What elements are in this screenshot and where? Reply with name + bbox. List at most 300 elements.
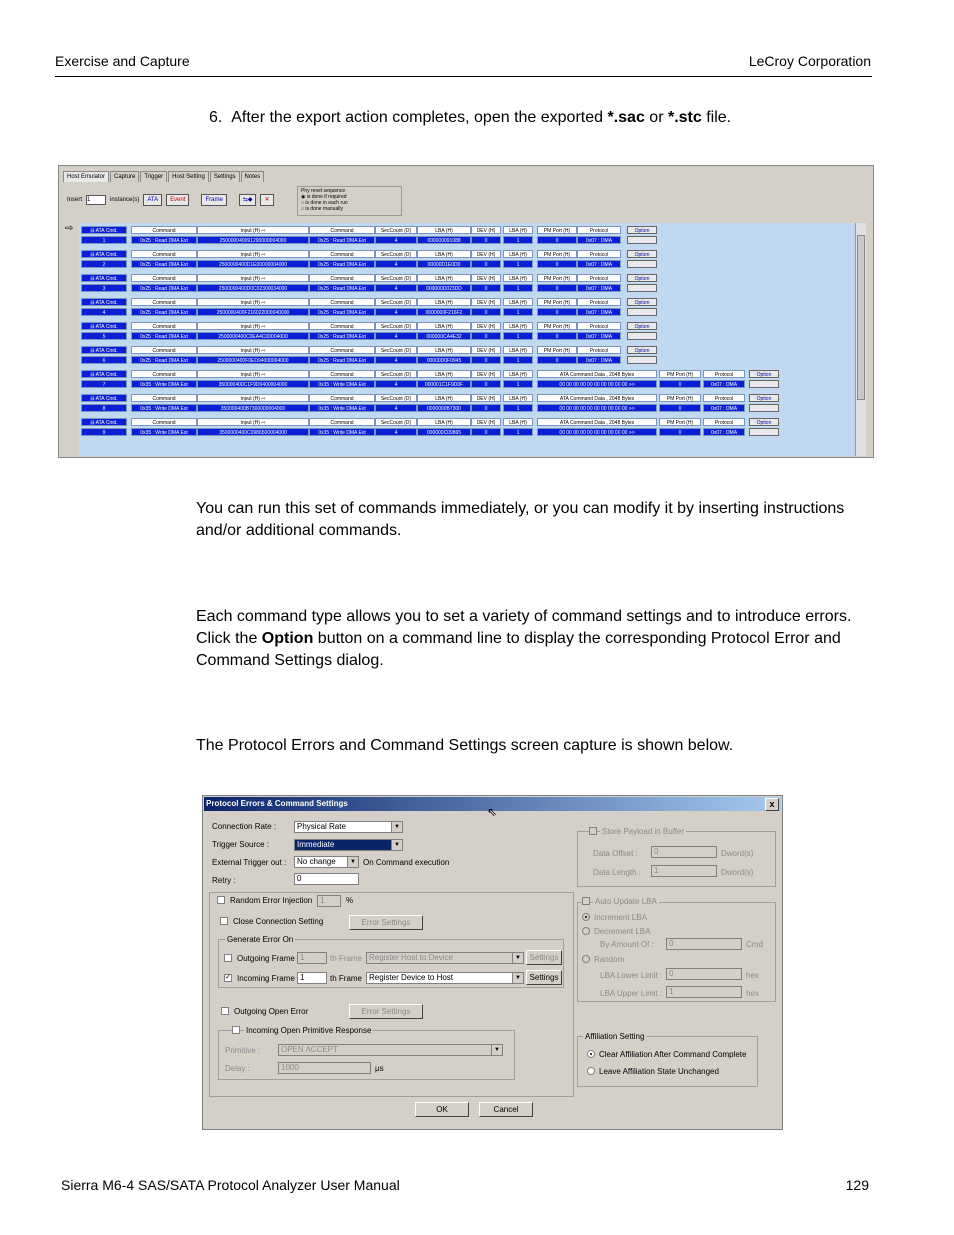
- step-text-post: file.: [701, 109, 732, 126]
- random-error-checkbox[interactable]: [217, 896, 225, 904]
- lba2-header: LBA (H): [503, 346, 533, 354]
- outgoing-frame-input[interactable]: 1: [297, 952, 327, 964]
- phy-reset-option-2[interactable]: ○ is done in each run: [301, 200, 348, 206]
- lba2-header: LBA (H): [503, 298, 533, 306]
- ata-cmd-header[interactable]: ⊟ ATA Cmd.: [81, 394, 127, 402]
- option-button[interactable]: Option: [627, 274, 657, 282]
- lba-lower-unit: hex: [746, 971, 759, 980]
- pmport-header: PM Port (H): [537, 298, 577, 306]
- seccount-header: SecCount (D): [375, 418, 417, 426]
- seccount-value[interactable]: 4: [375, 404, 417, 412]
- command2-value[interactable]: 0x25 : Read DMA Ext: [309, 236, 375, 244]
- command2-header: Command: [309, 298, 375, 306]
- dev-header: DEV (H): [471, 226, 501, 234]
- ata-cmd-header[interactable]: ⊟ ATA Cmd.: [81, 418, 127, 426]
- decrement-lba-label: Decrement LBA: [594, 927, 651, 936]
- decrement-lba-radio[interactable]: [582, 927, 590, 935]
- protocol-header: Protocol: [703, 370, 745, 378]
- dev-value[interactable]: 0: [471, 332, 501, 340]
- lba-header: LBA (H): [417, 370, 471, 378]
- write-data-value[interactable]: 00 00 00 00 00 00 00 00 00 00 >>: [537, 380, 657, 388]
- lba2-header: LBA (H): [503, 322, 533, 330]
- option-blank[interactable]: [627, 284, 657, 292]
- command-header: Command: [131, 370, 197, 378]
- protocol-value[interactable]: 0x07 : DMA: [577, 356, 621, 364]
- input-header: Input (H) ⇨: [197, 298, 309, 306]
- row-number[interactable]: 1: [81, 236, 127, 244]
- phy-reset-option-3-label: is done manually: [305, 206, 343, 212]
- step-text: After the export action completes, open the exported: [231, 109, 608, 126]
- pmport-value[interactable]: 0: [659, 428, 701, 436]
- protocol-value[interactable]: 0x07 : DMA: [703, 380, 745, 388]
- incoming-frame-select-value: Register Device to Host: [369, 973, 454, 982]
- seccount-header: SecCount (D): [375, 346, 417, 354]
- pmport-value[interactable]: 0: [537, 332, 577, 340]
- incoming-frame-input[interactable]: 1: [297, 972, 327, 984]
- command2-value[interactable]: 0x25 : Read DMA Ext: [309, 356, 375, 364]
- command2-value[interactable]: 0x25 : Read DMA Ext: [309, 308, 375, 316]
- pmport-value[interactable]: 0: [659, 380, 701, 388]
- auto-update-lba-checkbox[interactable]: [582, 897, 590, 905]
- footer-left: Sierra M6-4 SAS/SATA Protocol Analyzer User Manual: [61, 1177, 400, 1193]
- lba2-value[interactable]: 1: [503, 236, 533, 244]
- row-number[interactable]: 7: [81, 380, 127, 388]
- protocol-value[interactable]: 0x07 : DMA: [703, 428, 745, 436]
- seccount-header: SecCount (D): [375, 226, 417, 234]
- input-value[interactable]: 2500000400F216022000040000: [197, 308, 309, 316]
- option-button[interactable]: Option: [627, 298, 657, 306]
- command-header: Command: [131, 274, 197, 282]
- row-number[interactable]: 4: [81, 308, 127, 316]
- command2-header: Command: [309, 418, 375, 426]
- option-button[interactable]: Option: [749, 394, 779, 402]
- outgoing-open-error-label: Outgoing Open Error: [234, 1007, 309, 1016]
- seccount-value[interactable]: 4: [375, 428, 417, 436]
- trigger-source-value: Immediate: [297, 840, 335, 849]
- external-trigger-select[interactable]: [294, 856, 359, 868]
- delay-unit: µs: [375, 1064, 384, 1073]
- delete-button[interactable]: ✕: [260, 194, 273, 206]
- command2-header: Command: [309, 322, 375, 330]
- input-header: Input (H) ⇨: [197, 274, 309, 282]
- incoming-frame-select[interactable]: [366, 972, 524, 984]
- command-value[interactable]: 0x25 : Read DMA Ext: [131, 260, 197, 268]
- chevron-down-icon: ▼: [512, 953, 523, 963]
- by-amount-label: By Amount Of :: [600, 940, 654, 949]
- para2-post: button on a command line to display the corresponding Protocol Error and Command Settings dialog.: [196, 630, 841, 669]
- seccount-value[interactable]: 4: [375, 260, 417, 268]
- dialog-title: Protocol Errors & Command Settings: [206, 799, 348, 808]
- outgoing-open-error-checkbox[interactable]: [221, 1007, 229, 1015]
- write-data-header: ATA Command Data , 2048 Bytes: [537, 394, 657, 402]
- step-6: [209, 109, 731, 127]
- tab-host-emulator[interactable]: Host Emulator: [63, 171, 109, 182]
- command2-value[interactable]: 0x35 : Write DMA Ext: [309, 428, 375, 436]
- header-right: LeCroy Corporation: [748, 53, 871, 69]
- outgoing-th-frame-label: th Frame: [330, 954, 363, 963]
- input-value[interactable]: 250000040091290000004000: [197, 236, 309, 244]
- command-value[interactable]: 0x25 : Read DMA Ext: [131, 332, 197, 340]
- command2-value[interactable]: 0x35 : Write DMA Ext: [309, 380, 375, 388]
- mouse-cursor-icon: ⇖: [487, 805, 498, 819]
- by-amount-input[interactable]: 0: [666, 938, 742, 950]
- input-value[interactable]: 3500000400C0986500004000: [197, 428, 309, 436]
- row-number[interactable]: 8: [81, 404, 127, 412]
- row-number[interactable]: 5: [81, 332, 127, 340]
- pmport-header: PM Port (H): [537, 322, 577, 330]
- row-number[interactable]: 2: [81, 260, 127, 268]
- write-data-header: ATA Command Data , 2048 Bytes: [537, 418, 657, 426]
- command2-value[interactable]: 0x25 : Read DMA Ext: [309, 260, 375, 268]
- input-header: Input (H) ⇨: [197, 250, 309, 258]
- protocol-header: Protocol: [577, 346, 621, 354]
- seccount-value[interactable]: 4: [375, 308, 417, 316]
- dev-header: DEV (H): [471, 346, 501, 354]
- option-blank[interactable]: [749, 428, 779, 436]
- command2-value[interactable]: 0x35 : Write DMA Ext: [309, 404, 375, 412]
- ata-cmd-header[interactable]: ⊟ ATA Cmd.: [81, 274, 127, 282]
- pmport-value[interactable]: 0: [537, 284, 577, 292]
- ata-button[interactable]: ATA: [143, 194, 162, 206]
- row-number[interactable]: 3: [81, 284, 127, 292]
- lba-upper-input[interactable]: 1: [666, 986, 742, 998]
- pmport-header: PM Port (H): [537, 274, 577, 282]
- pmport-value[interactable]: 0: [659, 404, 701, 412]
- lba-header: LBA (H): [417, 250, 471, 258]
- ok-button[interactable]: OK: [415, 1102, 469, 1117]
- tab-capture[interactable]: Capture: [110, 171, 139, 182]
- incoming-th-frame-label: th Frame: [330, 974, 363, 983]
- protocol-value[interactable]: 0x07 : DMA: [577, 284, 621, 292]
- lba-header: LBA (H): [417, 226, 471, 234]
- input-value[interactable]: 350000400B7300000004000: [197, 404, 309, 412]
- chevron-down-icon: ▼: [391, 840, 402, 850]
- data-length-unit: Dword(s): [721, 868, 754, 877]
- outgoing-open-error-settings-button[interactable]: Error Settings: [349, 1004, 423, 1019]
- command2-value[interactable]: 0x25 : Read DMA Ext: [309, 284, 375, 292]
- auto-update-lba-label: Auto Update LBA: [595, 897, 657, 906]
- lba-header: LBA (H): [417, 322, 471, 330]
- outgoing-frame-checkbox[interactable]: [224, 954, 232, 962]
- seccount-value[interactable]: 4: [375, 380, 417, 388]
- command-value[interactable]: 0x25 : Read DMA Ext: [131, 308, 197, 316]
- delay-label: Delay :: [225, 1064, 250, 1073]
- row-number[interactable]: 9: [81, 428, 127, 436]
- dev-header: DEV (H): [471, 298, 501, 306]
- dev-value[interactable]: 0: [471, 284, 501, 292]
- lba2-value[interactable]: 1: [503, 260, 533, 268]
- trigger-source-select[interactable]: [294, 839, 403, 851]
- seccount-header: SecCount (D): [375, 394, 417, 402]
- increment-lba-radio[interactable]: [582, 913, 590, 921]
- cancel-button[interactable]: Cancel: [479, 1102, 533, 1117]
- aff-leave-radio[interactable]: [587, 1067, 595, 1075]
- move-button[interactable]: ⇆◆: [239, 194, 257, 206]
- outgoing-frame-select[interactable]: [366, 952, 524, 964]
- para-screen-capture: The Protocol Errors and Command Settings screen capture is shown below.: [196, 737, 734, 754]
- command2-value[interactable]: 0x25 : Read DMA Ext: [309, 332, 375, 340]
- dev-header: DEV (H): [471, 370, 501, 378]
- phy-reset-title: Phy reset sequence: [301, 188, 346, 194]
- lba-value[interactable]: 000000C09865: [417, 428, 471, 436]
- option-blank[interactable]: [627, 332, 657, 340]
- lba2-value[interactable]: 1: [503, 404, 533, 412]
- random-error-input[interactable]: 1: [317, 895, 341, 907]
- insert-count-input[interactable]: 1: [86, 195, 106, 205]
- option-blank[interactable]: [627, 236, 657, 244]
- lba2-value[interactable]: 1: [503, 380, 533, 388]
- event-button[interactable]: Event: [166, 194, 189, 206]
- dev-value[interactable]: 0: [471, 380, 501, 388]
- trigger-source-label: Trigger Source :: [212, 840, 270, 849]
- option-button[interactable]: Option: [627, 226, 657, 234]
- lba2-header: LBA (H): [503, 250, 533, 258]
- primitive-select[interactable]: [278, 1044, 503, 1056]
- input-header: Input (H) ⇨: [197, 346, 309, 354]
- primitive-label: Primitive :: [225, 1046, 261, 1055]
- seccount-header: SecCount (D): [375, 274, 417, 282]
- tab-notes[interactable]: Notes: [241, 171, 265, 182]
- protocol-value[interactable]: 0x07 : DMA: [577, 308, 621, 316]
- close-button[interactable]: x: [765, 798, 779, 811]
- lba-value[interactable]: 00000D1E0D0: [417, 260, 471, 268]
- option-button[interactable]: Option: [627, 250, 657, 258]
- command-header: Command: [131, 394, 197, 402]
- lba-value[interactable]: 000000091088: [417, 236, 471, 244]
- command-value[interactable]: 0x35 : Write DMA Ext: [131, 404, 197, 412]
- chevron-down-icon: ▼: [512, 973, 523, 983]
- input-value[interactable]: 350000400C1F9D0400004000: [197, 380, 309, 388]
- command-value[interactable]: 0x25 : Read DMA Ext: [131, 236, 197, 244]
- lba2-value[interactable]: 1: [503, 284, 533, 292]
- ata-cmd-header[interactable]: ⊟ ATA Cmd.: [81, 226, 127, 234]
- option-blank[interactable]: [627, 260, 657, 268]
- protocol-value[interactable]: 0x07 : DMA: [577, 236, 621, 244]
- ata-cmd-header[interactable]: ⊟ ATA Cmd.: [81, 370, 127, 378]
- dev-value[interactable]: 0: [471, 356, 501, 364]
- affiliation-setting-title: Affiliation Setting: [585, 1032, 645, 1041]
- protocol-header: Protocol: [577, 226, 621, 234]
- lba-header: LBA (H): [417, 394, 471, 402]
- option-blank[interactable]: [749, 380, 779, 388]
- pmport-header: PM Port (H): [659, 418, 701, 426]
- ata-cmd-header[interactable]: ⊟ ATA Cmd.: [81, 346, 127, 354]
- ata-cmd-header[interactable]: ⊟ ATA Cmd.: [81, 298, 127, 306]
- lba2-value[interactable]: 1: [503, 308, 533, 316]
- command-value[interactable]: 0x35 : Write DMA Ext: [131, 428, 197, 436]
- dev-value[interactable]: 0: [471, 260, 501, 268]
- lba2-header: LBA (H): [503, 418, 533, 426]
- protocol-header: Protocol: [577, 274, 621, 282]
- dev-header: DEV (H): [471, 418, 501, 426]
- connection-rate-label: Connection Rate :: [212, 822, 277, 831]
- chevron-down-icon: ▼: [347, 857, 358, 867]
- lba-upper-unit: hex: [746, 989, 759, 998]
- data-offset-input[interactable]: 0: [651, 846, 717, 858]
- page-number: 129: [845, 1177, 869, 1193]
- tab-settings[interactable]: Settings: [210, 171, 240, 182]
- outgoing-frame-select-value: Register Host to Device: [369, 953, 454, 962]
- scrollbar-thumb[interactable]: [857, 235, 865, 400]
- command2-header: Command: [309, 346, 375, 354]
- tab-host-setting[interactable]: Host Setting: [168, 171, 209, 182]
- command2-header: Command: [309, 226, 375, 234]
- lba2-header: LBA (H): [503, 226, 533, 234]
- tab-bar: [63, 171, 265, 182]
- pmport-value[interactable]: 0: [537, 260, 577, 268]
- write-data-value[interactable]: 00 00 00 00 00 00 00 00 00 00 >>: [537, 404, 657, 412]
- seccount-value[interactable]: 4: [375, 236, 417, 244]
- chevron-down-icon: ▼: [491, 1045, 502, 1055]
- command2-header: Command: [309, 394, 375, 402]
- increment-lba-label: Increment LBA: [594, 913, 647, 922]
- write-data-value[interactable]: 00 00 00 00 00 00 00 00 00 00 >>: [537, 428, 657, 436]
- lba-value[interactable]: 0000000B7300: [417, 404, 471, 412]
- seccount-header: SecCount (D): [375, 322, 417, 330]
- dev-header: DEV (H): [471, 394, 501, 402]
- seccount-value[interactable]: 4: [375, 356, 417, 364]
- lba-header: LBA (H): [417, 298, 471, 306]
- generate-error-on-title: Generate Error On: [227, 935, 294, 944]
- command2-header: Command: [309, 274, 375, 282]
- ext-sac: *.sac: [607, 109, 645, 126]
- pmport-header: PM Port (H): [537, 226, 577, 234]
- lba-value[interactable]: 00000D0F0945: [417, 356, 471, 364]
- pmport-header: PM Port (H): [659, 370, 701, 378]
- lba-value[interactable]: 000001C1F9D0F: [417, 380, 471, 388]
- dev-value[interactable]: 0: [471, 428, 501, 436]
- protocol-value[interactable]: 0x07 : DMA: [577, 332, 621, 340]
- option-button[interactable]: Option: [627, 322, 657, 330]
- percent-label: %: [346, 896, 354, 905]
- seccount-value[interactable]: 4: [375, 332, 417, 340]
- store-payload-checkbox[interactable]: [589, 827, 597, 835]
- vertical-scrollbar[interactable]: [855, 223, 866, 456]
- lba-value[interactable]: 0000000F216F2: [417, 308, 471, 316]
- command-value[interactable]: 0x35 : Write DMA Ext: [131, 380, 197, 388]
- incoming-frame-settings-button[interactable]: Settings: [526, 970, 562, 985]
- store-payload-group: [577, 831, 776, 887]
- protocol-header: Protocol: [703, 418, 745, 426]
- delay-input[interactable]: 1000: [278, 1062, 371, 1074]
- protocol-header: Protocol: [577, 298, 621, 306]
- phy-reset-sequence: [297, 186, 402, 216]
- random-error-label: Random Error Injection: [230, 896, 313, 905]
- header-rule: [55, 76, 872, 77]
- data-length-input[interactable]: 1: [651, 865, 717, 877]
- phy-reset-option-1[interactable]: ◉ is done if required: [301, 194, 347, 200]
- affiliation-setting-group: [577, 1036, 758, 1087]
- seccount-header: SecCount (D): [375, 298, 417, 306]
- protocol-header: Protocol: [577, 322, 621, 330]
- dev-header: DEV (H): [471, 322, 501, 330]
- protocol-errors-dialog: [202, 795, 783, 1130]
- pmport-value[interactable]: 0: [537, 308, 577, 316]
- lba2-header: LBA (H): [503, 394, 533, 402]
- lba-lower-input[interactable]: 0: [666, 968, 742, 980]
- lba2-value[interactable]: 1: [503, 356, 533, 364]
- command-value[interactable]: 0x25 : Read DMA Ext: [131, 356, 197, 364]
- option-button[interactable]: Option: [627, 346, 657, 354]
- input-value[interactable]: 2500000400C0EA4C00004000: [197, 332, 309, 340]
- dev-value[interactable]: 0: [471, 308, 501, 316]
- ata-cmd-header[interactable]: ⊟ ATA Cmd.: [81, 250, 127, 258]
- outgoing-frame-settings-button[interactable]: Settings: [526, 950, 562, 965]
- phy-reset-option-1-label: is done if required: [306, 194, 347, 200]
- ata-cmd-header[interactable]: ⊟ ATA Cmd.: [81, 322, 127, 330]
- aff-clear-label: Clear Affiliation After Command Complete: [599, 1050, 747, 1059]
- incoming-frame-checkbox[interactable]: ✓: [225, 974, 231, 981]
- command-header: Command: [131, 418, 197, 426]
- random-lba-radio[interactable]: [582, 955, 590, 963]
- protocol-header: Protocol: [577, 250, 621, 258]
- pmport-value[interactable]: 0: [537, 356, 577, 364]
- option-button[interactable]: Option: [749, 370, 779, 378]
- lba2-value[interactable]: 1: [503, 428, 533, 436]
- ext-stc: *.stc: [667, 109, 702, 126]
- insert-label: Insert: [67, 197, 83, 203]
- protocol-value[interactable]: 0x07 : DMA: [703, 404, 745, 412]
- retry-input[interactable]: 0: [294, 873, 359, 885]
- incoming-open-primitive-label: Incoming Open Primitive Response: [246, 1026, 372, 1035]
- protocol-value[interactable]: 0x07 : DMA: [577, 260, 621, 268]
- lba2-value[interactable]: 1: [503, 332, 533, 340]
- input-value[interactable]: 2500000400D0C02300034000: [197, 284, 309, 292]
- option-blank[interactable]: [627, 308, 657, 316]
- close-connection-checkbox[interactable]: [220, 917, 228, 925]
- connection-rate-select[interactable]: [294, 821, 403, 833]
- retry-label: Retry :: [212, 876, 236, 885]
- input-header: Input (H) ⇨: [197, 322, 309, 330]
- input-value[interactable]: 2500000400F0ED94000004000: [197, 356, 309, 364]
- row-number[interactable]: 6: [81, 356, 127, 364]
- option-bold: Option: [261, 630, 314, 647]
- pmport-value[interactable]: 0: [537, 236, 577, 244]
- dev-value[interactable]: 0: [471, 236, 501, 244]
- option-button[interactable]: Option: [749, 418, 779, 426]
- frame-button[interactable]: Frame: [201, 194, 226, 206]
- lba-value[interactable]: 000000D023DD: [417, 284, 471, 292]
- protocol-header: Protocol: [703, 394, 745, 402]
- close-connection-error-settings-button[interactable]: Error Settings: [349, 915, 423, 930]
- lba-header: LBA (H): [417, 274, 471, 282]
- phy-reset-option-3[interactable]: ○ is done manually: [301, 206, 343, 212]
- lba-value[interactable]: 000000CA4E32: [417, 332, 471, 340]
- option-blank[interactable]: [627, 356, 657, 364]
- pmport-header: PM Port (H): [537, 250, 577, 258]
- seccount-value[interactable]: 4: [375, 284, 417, 292]
- incoming-open-primitive-checkbox[interactable]: [232, 1026, 240, 1034]
- tab-trigger[interactable]: Trigger: [140, 171, 167, 182]
- outgoing-frame-label: Outgoing Frame: [237, 954, 295, 963]
- instance-label: instance(s): [110, 197, 140, 203]
- command-header: Command: [131, 322, 197, 330]
- input-header: Input (H) ⇨: [197, 418, 309, 426]
- chevron-down-icon: ▼: [391, 822, 402, 832]
- external-trigger-value: No change: [297, 857, 336, 866]
- lba2-header: LBA (H): [503, 370, 533, 378]
- data-offset-label: Data Offset :: [593, 849, 638, 858]
- input-value[interactable]: 2500000400D1E00000004000: [197, 260, 309, 268]
- option-blank[interactable]: [749, 404, 779, 412]
- aff-clear-radio[interactable]: [587, 1050, 595, 1058]
- dev-value[interactable]: 0: [471, 404, 501, 412]
- command-value[interactable]: 0x25 : Read DMA Ext: [131, 284, 197, 292]
- incoming-frame-label: Incoming Frame: [237, 974, 295, 983]
- current-row-arrow-icon: ⇨: [65, 223, 74, 234]
- dev-header: DEV (H): [471, 250, 501, 258]
- para-run-commands: You can run this set of commands immediately, or you can modify it by inserting instructions and/or additional commands.: [196, 500, 845, 539]
